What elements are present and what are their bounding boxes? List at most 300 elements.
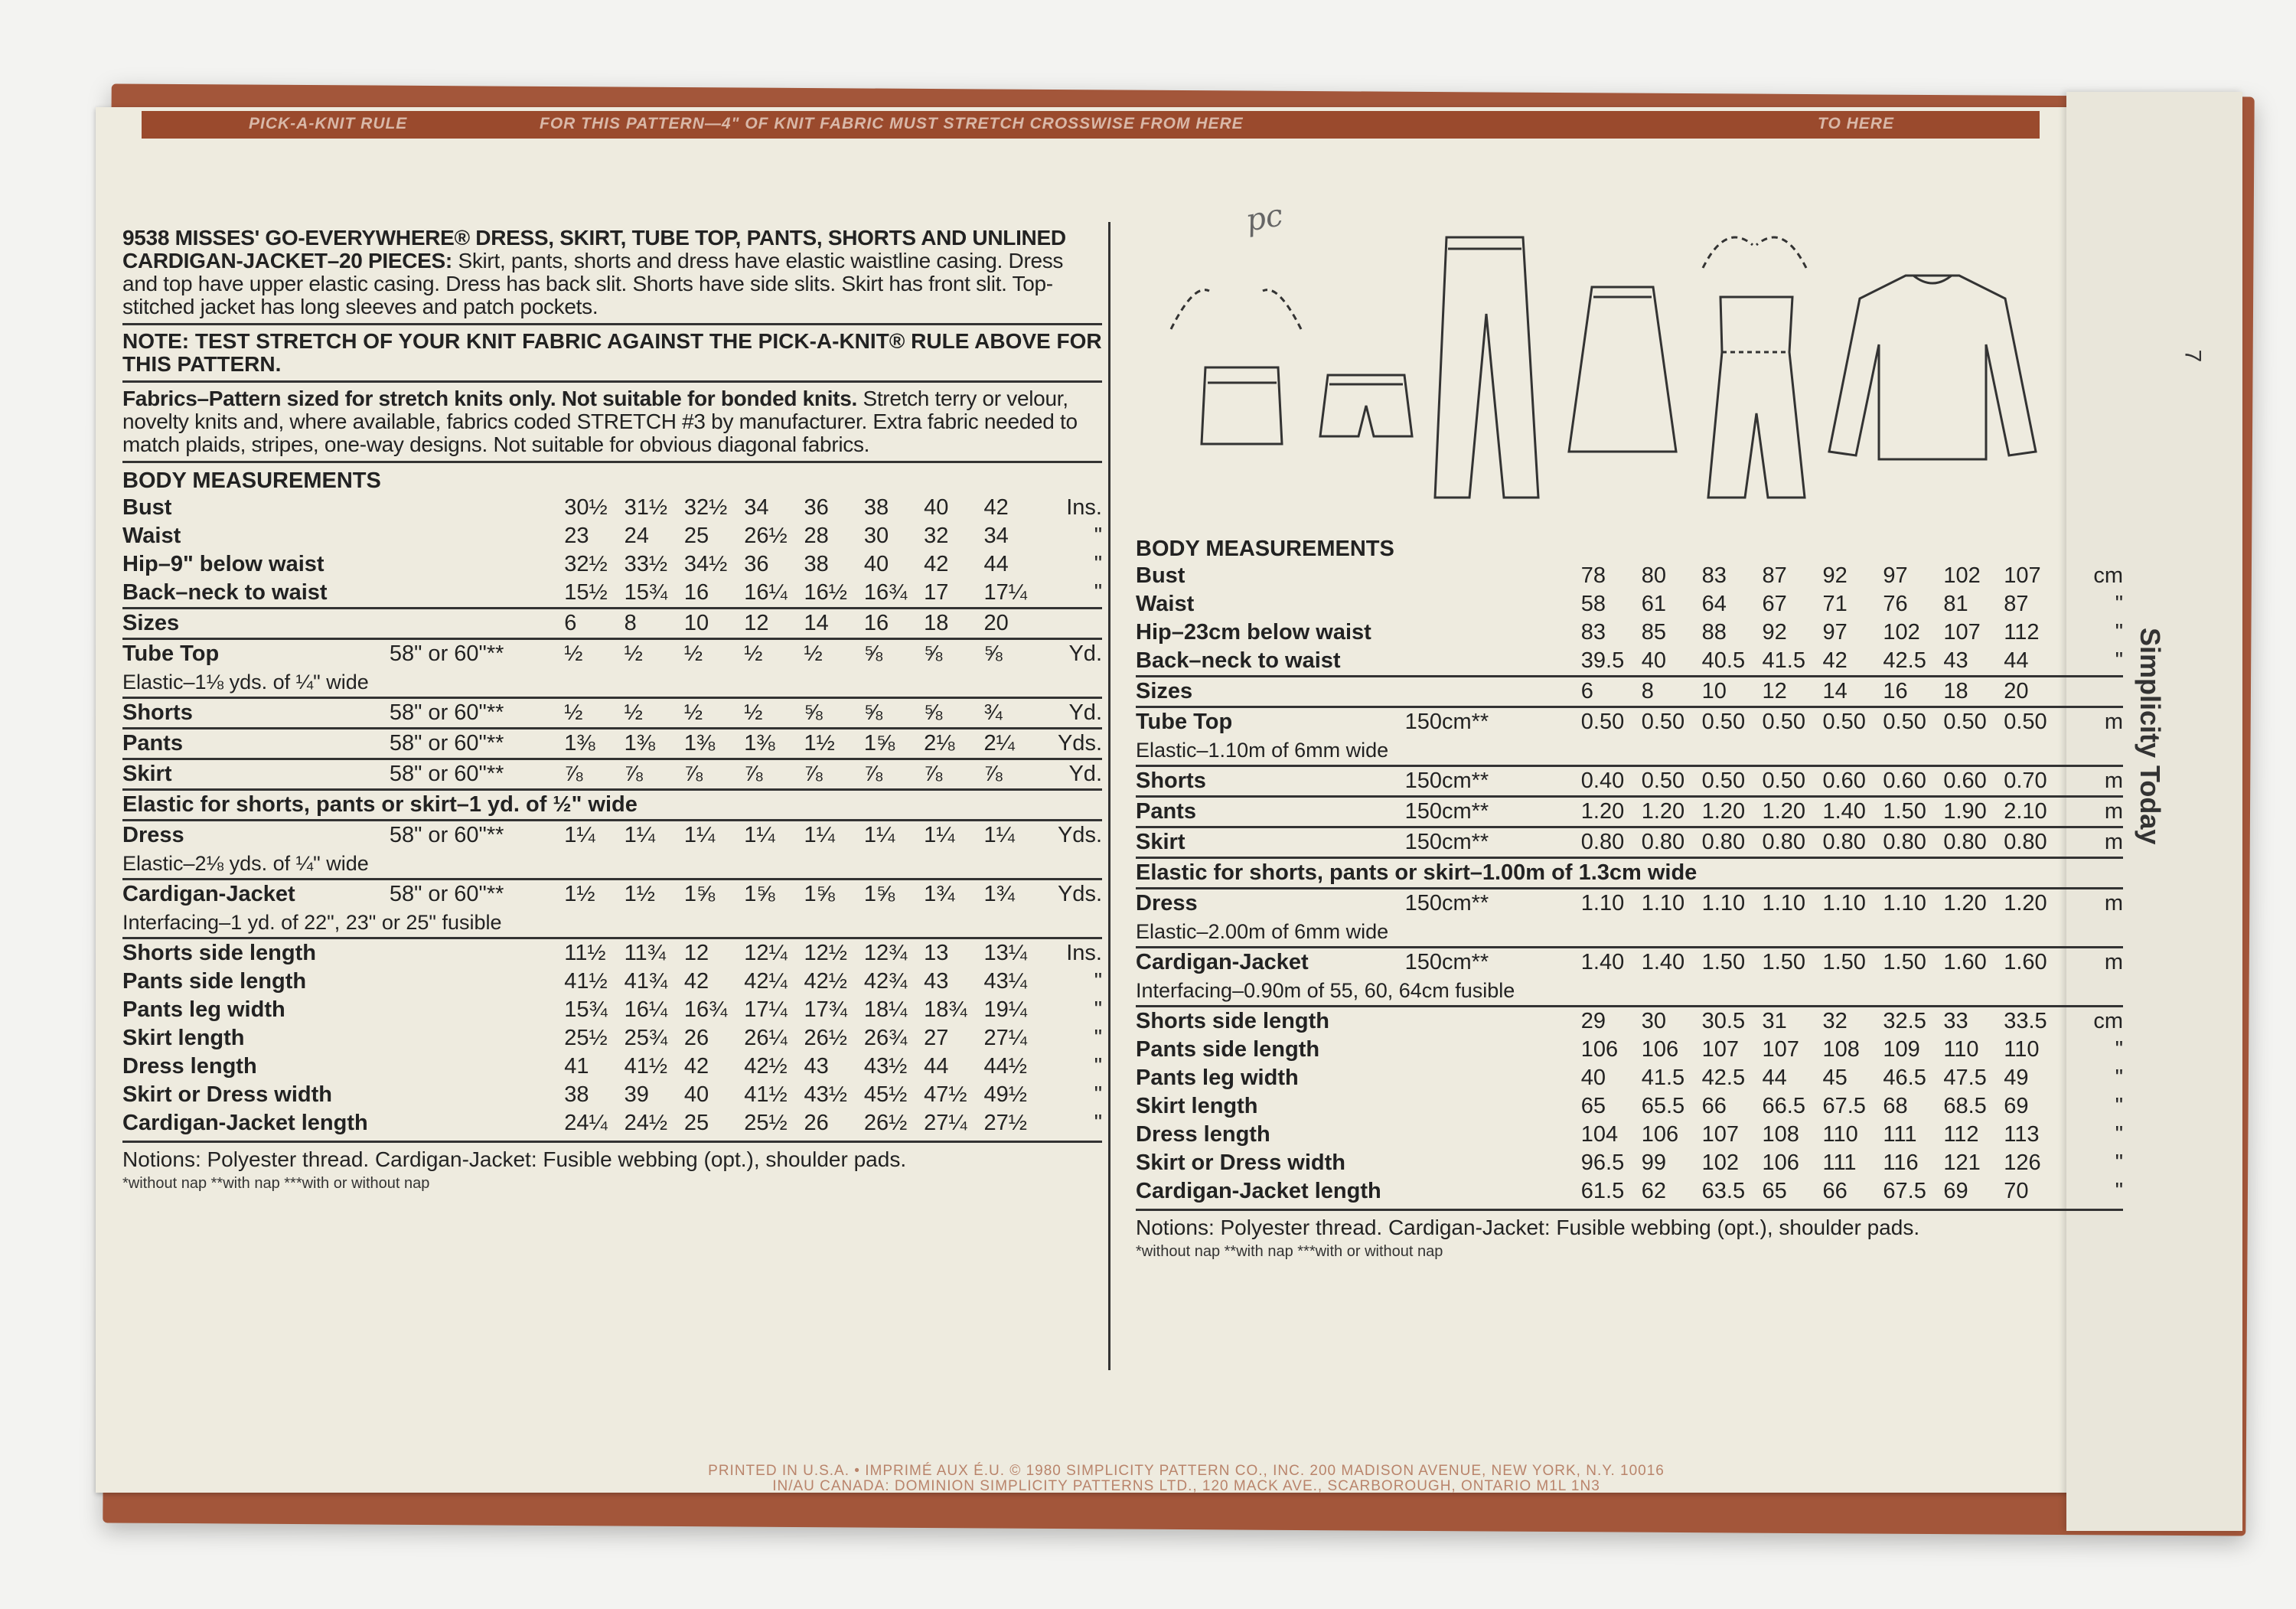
size-value: 1.60 <box>2004 948 2064 977</box>
size-value: 18¼ <box>863 997 908 1022</box>
size-value: 1.60 <box>1943 948 2004 977</box>
size-value: ⅝ <box>924 639 983 669</box>
size-value: 47½ <box>924 1082 967 1107</box>
row-label: Bust <box>122 495 172 520</box>
table-row <box>1136 1149 2123 1177</box>
unit: Yd. <box>1044 639 1102 669</box>
size-value: 26½ <box>804 1026 847 1050</box>
unit: m <box>2064 889 2123 919</box>
table-row <box>1136 1092 2123 1121</box>
notions-text: Notions: Polyester thread. Cardigan-Jacket: Fusible webbing (opt.), shoulder pads. <box>1136 1209 2123 1242</box>
size-number: 16 <box>864 609 924 639</box>
size-value: 81 <box>1943 592 1968 616</box>
size-number: 16 <box>1883 677 1943 707</box>
size-value: 36 <box>804 495 829 520</box>
size-value: 0.50 <box>1883 707 1943 737</box>
size-value: 41½ <box>744 1082 788 1107</box>
size-value: 49 <box>2004 1066 2029 1090</box>
row-label: Dress length <box>122 1054 257 1079</box>
size-value: 42½ <box>804 969 847 994</box>
table-row <box>1136 827 2123 858</box>
size-value: 106 <box>1762 1150 1799 1175</box>
fabric-width <box>1405 647 1581 677</box>
size-value: 25¾ <box>624 1026 668 1050</box>
size-value: ½ <box>744 698 804 729</box>
size-value: ⅞ <box>924 759 983 790</box>
sub-note: Elastic–2.00m of 6mm wide <box>1136 920 1389 943</box>
size-value: 24½ <box>624 1111 668 1135</box>
size-value: 16¾ <box>863 580 908 605</box>
spacer <box>2064 677 2123 707</box>
size-value: 0.80 <box>1822 827 1883 858</box>
elastic-row <box>122 790 1102 821</box>
fabric-width: 58" or 60"** <box>390 729 564 759</box>
table-row <box>122 1053 1102 1081</box>
size-value: ½ <box>684 698 744 729</box>
unit: " <box>2115 1122 2123 1147</box>
page-number: 7 <box>2180 349 2206 363</box>
size-value: 38 <box>564 1082 589 1107</box>
size-value: ½ <box>804 639 864 669</box>
size-value: 66 <box>1822 1179 1848 1203</box>
sub-note: Elastic–2⅛ yds. of ¼" wide <box>122 852 369 875</box>
size-value: 0.80 <box>1702 827 1763 858</box>
size-value: 102 <box>1883 620 1920 645</box>
sizes-label: Sizes <box>122 609 390 639</box>
size-value: 1.50 <box>1822 948 1883 977</box>
size-value: 61.5 <box>1580 1179 1625 1203</box>
size-value: 16 <box>683 580 709 605</box>
size-value: 42 <box>683 969 709 994</box>
unit: " <box>1094 1111 1102 1135</box>
pattern-desc: Skirt, pants, shorts and dress have elastic waistline casing. Dress and top have upper elastic casing. Dress has back slit. Shorts have side slits. Skirt has front slit. Top-stitched jacket has long sleeves and patch pockets. <box>122 249 1064 318</box>
row-label: Pants leg width <box>122 997 285 1022</box>
size-value: 2⅛ <box>924 729 983 759</box>
size-value: 32 <box>924 524 949 548</box>
size-value: 42 <box>683 1054 709 1079</box>
fabric-width <box>1405 618 1581 647</box>
size-value: 1¼ <box>564 821 624 850</box>
unit: Ins. <box>1066 495 1102 520</box>
size-value: 1.40 <box>1642 948 1702 977</box>
row-label: Pants side length <box>122 969 307 994</box>
fabric-width: 58" or 60"** <box>390 880 564 909</box>
size-value: ⅝ <box>983 639 1043 669</box>
table-row <box>1136 590 2123 618</box>
table-row <box>122 729 1102 759</box>
sub-row <box>1136 736 2123 766</box>
size-value: ⅞ <box>983 759 1043 790</box>
size-value: 26¼ <box>744 1026 788 1050</box>
size-value: 1⅜ <box>684 729 744 759</box>
table-row <box>122 1024 1102 1053</box>
size-value: 44 <box>2004 648 2029 673</box>
fabric-width <box>1405 562 1581 590</box>
size-value: 66.5 <box>1762 1094 1805 1118</box>
row-label: Cardigan-Jacket <box>122 880 390 909</box>
unit: m <box>2064 797 2123 827</box>
size-value: 40 <box>1580 1066 1606 1090</box>
unit: m <box>2064 948 2123 977</box>
size-value: 0.80 <box>1642 827 1702 858</box>
body-measurements-heading: BODY MEASUREMENTS <box>122 468 381 493</box>
size-value: 1¾ <box>924 880 983 909</box>
size-value: 0.50 <box>1642 766 1702 797</box>
size-value: 1¾ <box>983 880 1043 909</box>
size-value: ½ <box>564 639 624 669</box>
size-value: ⅞ <box>684 759 744 790</box>
size-value: 88 <box>1701 620 1727 645</box>
size-value: 17¼ <box>744 997 788 1022</box>
size-value: ⅞ <box>564 759 624 790</box>
size-value: 67.5 <box>1883 1179 1926 1203</box>
size-value: 12½ <box>804 938 864 968</box>
table-row <box>1136 562 2123 590</box>
fabric-width: 58" or 60"** <box>390 759 564 790</box>
table-row <box>122 522 1102 550</box>
fabric-width <box>390 1109 564 1137</box>
size-value: 106 <box>1641 1037 1679 1062</box>
size-value: 1½ <box>564 880 624 909</box>
size-number: 6 <box>564 609 624 639</box>
table-row <box>1136 1121 2123 1149</box>
size-value: 1¼ <box>864 821 924 850</box>
pattern-description <box>122 227 1102 318</box>
size-value: 32½ <box>683 495 728 520</box>
size-value: 1⅝ <box>804 880 864 909</box>
size-value: 1.20 <box>1943 889 2004 919</box>
row-label: Hip–9" below waist <box>122 552 325 576</box>
column-divider <box>1108 222 1110 1370</box>
size-value: 108 <box>1762 1122 1799 1147</box>
size-value: 33.5 <box>2004 1007 2064 1036</box>
size-value: 12 <box>684 938 744 968</box>
row-label: Hip–23cm below waist <box>1136 620 1371 645</box>
size-value: 26 <box>804 1111 829 1135</box>
fabrics-bold: Fabrics–Pattern sized for stretch knits only. Not suitable for bonded knits. <box>122 387 857 410</box>
size-value: 1⅜ <box>744 729 804 759</box>
sizes-label: Sizes <box>1136 677 1405 707</box>
fabric-width <box>390 522 564 550</box>
body-measurements-heading: BODY MEASUREMENTS <box>1136 537 1394 561</box>
size-value: 62 <box>1641 1179 1666 1203</box>
fabric-width: 150cm** <box>1405 766 1581 797</box>
table-row <box>122 996 1102 1024</box>
size-value: 41½ <box>624 1054 668 1079</box>
size-number: 20 <box>983 609 1043 639</box>
size-value: 30 <box>863 524 889 548</box>
size-value: 41¾ <box>624 969 668 994</box>
table-row <box>122 821 1102 850</box>
size-value: 66 <box>1701 1094 1727 1118</box>
size-value: 15¾ <box>564 997 608 1022</box>
size-value: 16¾ <box>683 997 728 1022</box>
size-value: 1½ <box>625 880 684 909</box>
measurements-table <box>1136 562 2123 1206</box>
size-value: 16½ <box>804 580 847 605</box>
unit: " <box>1094 580 1102 605</box>
size-number: 14 <box>1822 677 1883 707</box>
row-label: Tube Top <box>1136 707 1405 737</box>
size-value: 58 <box>1580 592 1606 616</box>
row-label: Tube Top <box>122 639 390 669</box>
size-value: 1¼ <box>924 821 983 850</box>
size-value: 1.50 <box>1883 797 1943 827</box>
size-value: 63.5 <box>1701 1179 1746 1203</box>
unit: " <box>2115 620 2123 645</box>
spacer <box>1044 609 1102 639</box>
unit: " <box>2115 1066 2123 1090</box>
size-value: 1.10 <box>1822 889 1883 919</box>
spacer <box>390 609 564 639</box>
fabric-width <box>1405 1177 1581 1206</box>
table-row <box>122 938 1102 968</box>
fabric-width <box>390 1053 564 1081</box>
row-label: Shorts <box>1136 766 1405 797</box>
fabric-width <box>390 550 564 579</box>
fabric-width: 150cm** <box>1405 797 1581 827</box>
size-value: 28 <box>804 524 829 548</box>
size-value: 19¼ <box>983 997 1027 1022</box>
sub-note: Elastic–1.10m of 6mm wide <box>1136 739 1389 762</box>
size-value: 92 <box>1822 563 1848 588</box>
imperial-column <box>122 227 1102 1193</box>
size-value: 27¼ <box>983 1026 1027 1050</box>
size-value: 15¾ <box>624 580 668 605</box>
size-value: 30½ <box>564 495 608 520</box>
size-value: 0.80 <box>2004 827 2064 858</box>
size-value: 46.5 <box>1883 1066 1926 1090</box>
size-value: 27¼ <box>924 1111 967 1135</box>
size-value: 26½ <box>863 1111 908 1135</box>
sub-row <box>1136 977 2123 1007</box>
size-value: 43 <box>804 1054 829 1079</box>
unit: " <box>1094 1082 1102 1107</box>
size-value: 1.50 <box>1883 948 1943 977</box>
table-row <box>122 698 1102 729</box>
shorts-illustration <box>1320 375 1412 436</box>
size-value: 39.5 <box>1580 648 1625 673</box>
size-value: 65 <box>1580 1094 1606 1118</box>
size-value: 1.50 <box>1763 948 1823 977</box>
imperial-table <box>122 468 1102 1193</box>
sizes-row <box>1136 677 2123 707</box>
size-value: 1.50 <box>1702 948 1763 977</box>
size-value: 68 <box>1883 1094 1908 1118</box>
fabric-width <box>1405 1064 1581 1092</box>
row-label: Skirt or Dress width <box>1136 1150 1345 1175</box>
size-value: 38 <box>863 495 889 520</box>
table-row <box>1136 1177 2123 1206</box>
size-value: ½ <box>625 698 684 729</box>
size-value: 92 <box>1762 620 1787 645</box>
fabric-width <box>1405 590 1581 618</box>
row-label: Waist <box>1136 592 1195 616</box>
size-value: 102 <box>1943 563 1981 588</box>
unit: m <box>2064 707 2123 737</box>
size-value: 61 <box>1641 592 1666 616</box>
size-value: 67.5 <box>1822 1094 1866 1118</box>
size-value: 83 <box>1701 563 1727 588</box>
size-value: 49½ <box>983 1082 1027 1107</box>
size-number: 8 <box>625 609 684 639</box>
size-value: 70 <box>2004 1179 2029 1203</box>
size-value: 68.5 <box>1943 1094 1987 1118</box>
size-value: 1¼ <box>804 821 864 850</box>
size-value: 26½ <box>744 524 788 548</box>
size-value: 106 <box>1580 1037 1619 1062</box>
size-value: 85 <box>1641 620 1666 645</box>
size-value: 40 <box>1641 648 1666 673</box>
size-value: 102 <box>1701 1150 1740 1175</box>
size-value: 42¾ <box>863 969 908 994</box>
size-value: 26 <box>683 1026 709 1050</box>
size-value: 0.70 <box>2004 766 2064 797</box>
size-value: 1¼ <box>983 821 1043 850</box>
row-label: Cardigan-Jacket length <box>122 1111 368 1135</box>
sub-row <box>122 909 1102 938</box>
unit: " <box>1094 1054 1102 1079</box>
size-value: ¾ <box>983 698 1043 729</box>
size-value: 44½ <box>983 1054 1027 1079</box>
size-value: ⅞ <box>625 759 684 790</box>
size-value: 0.80 <box>1883 827 1943 858</box>
elastic-note: Elastic for shorts, pants or skirt–1.00m of 1.3cm wide <box>1136 858 2123 889</box>
size-value: 27 <box>924 1026 949 1050</box>
row-label: Waist <box>122 524 181 548</box>
size-value: 12¼ <box>744 938 804 968</box>
size-value: 0.80 <box>1581 827 1642 858</box>
size-value: 41.5 <box>1641 1066 1685 1090</box>
size-value: 42 <box>924 552 949 576</box>
size-value: 23 <box>564 524 589 548</box>
size-value: 42¼ <box>744 969 788 994</box>
fabric-width <box>390 968 564 996</box>
unit: " <box>2115 648 2123 673</box>
size-value: 25 <box>683 524 709 548</box>
table-row <box>1136 1036 2123 1064</box>
size-value: 1⅝ <box>864 880 924 909</box>
sub-note: Interfacing–0.90m of 55, 60, 64cm fusible <box>1136 979 1515 1002</box>
unit: " <box>2115 592 2123 616</box>
unit: Ins. <box>1044 938 1102 968</box>
tube-top-illustration <box>1171 290 1301 444</box>
row-label: Dress length <box>1136 1122 1270 1147</box>
size-value: 110 <box>1822 1122 1858 1147</box>
size-value: ⅝ <box>864 698 924 729</box>
size-value: 107 <box>1701 1037 1740 1062</box>
fabric-width <box>1405 1121 1581 1149</box>
row-label: Bust <box>1136 563 1186 588</box>
size-value: 40 <box>863 552 889 576</box>
fabric-width: 58" or 60"** <box>390 639 564 669</box>
spacer <box>1405 677 1581 707</box>
copyright-line: PRINTED IN U.S.A. • IMPRIMÉ AUX É.U. © 1980 SIMPLICITY PATTERN CO., INC. 200 MADISON AVENUE, NEW YORK, N.Y. 10016 <box>708 1463 1665 1479</box>
fabric-width: 58" or 60"** <box>390 698 564 729</box>
size-value: 41 <box>564 1054 589 1079</box>
size-value: 40 <box>924 495 949 520</box>
size-value: 42 <box>983 495 1009 520</box>
unit: m <box>2064 766 2123 797</box>
size-value: 0.50 <box>1763 766 1823 797</box>
size-value: 1.20 <box>1581 797 1642 827</box>
sub-note: Elastic–1⅛ yds. of ¼" wide <box>122 671 369 694</box>
size-value: 65 <box>1762 1179 1787 1203</box>
size-value: 41.5 <box>1762 648 1805 673</box>
size-value: 69 <box>1943 1179 1968 1203</box>
size-value: 87 <box>2004 592 2029 616</box>
size-value: 112 <box>1943 1122 1979 1147</box>
row-label: Pants side length <box>1136 1037 1320 1062</box>
fabric-width <box>390 996 564 1024</box>
size-value: ½ <box>684 639 744 669</box>
size-value: 0.50 <box>1702 766 1763 797</box>
size-value: 0.60 <box>1883 766 1943 797</box>
unit: Yds. <box>1044 880 1102 909</box>
size-number: 12 <box>1763 677 1823 707</box>
size-value: 45½ <box>863 1082 908 1107</box>
size-value: 69 <box>2004 1094 2029 1118</box>
row-label: Cardigan-Jacket <box>1136 948 1405 977</box>
size-value: 13¼ <box>983 938 1043 968</box>
nap-footnote: *without nap **with nap ***with or without nap <box>1136 1243 1443 1260</box>
table-row <box>122 550 1102 579</box>
size-value: 104 <box>1580 1122 1619 1147</box>
size-value: 17 <box>924 580 949 605</box>
table-row <box>122 494 1102 522</box>
row-label: Pants <box>122 729 390 759</box>
unit: " <box>1094 1026 1102 1050</box>
size-value: 1.40 <box>1822 797 1883 827</box>
table-row <box>1136 797 2123 827</box>
size-value: 97 <box>1822 620 1848 645</box>
table-row <box>1136 647 2123 677</box>
size-value: 13 <box>924 938 983 968</box>
row-label: Shorts side length <box>122 938 390 968</box>
row-label: Cardigan-Jacket length <box>1136 1179 1381 1203</box>
unit: " <box>2115 1094 2123 1118</box>
size-value: 111 <box>1822 1150 1857 1175</box>
size-value: 27½ <box>983 1111 1027 1135</box>
sub-row <box>122 668 1102 698</box>
table-row <box>1136 1007 2123 1036</box>
unit: " <box>2115 1150 2123 1175</box>
band-right-label: TO HERE <box>1818 115 1894 132</box>
table-row <box>1136 889 2123 919</box>
size-value: 108 <box>1822 1037 1860 1062</box>
size-value: ⅞ <box>804 759 864 790</box>
size-value: 80 <box>1641 563 1666 588</box>
size-value: 34 <box>744 495 769 520</box>
fabric-width <box>1405 1092 1581 1121</box>
unit: cm <box>2064 1007 2123 1036</box>
size-value: 107 <box>1943 620 1981 645</box>
fabric-width: 150cm** <box>1405 889 1581 919</box>
size-value: 0.50 <box>1702 707 1763 737</box>
fabric-width <box>1405 1036 1581 1064</box>
sub-row <box>1136 918 2123 948</box>
size-value: 0.50 <box>1943 707 2004 737</box>
unit: Yd. <box>1044 698 1102 729</box>
size-value: ½ <box>744 639 804 669</box>
notions-text: Notions: Polyester thread. Cardigan-Jacket: Fusible webbing (opt.), shoulder pads. <box>122 1141 1102 1173</box>
size-value: 1⅜ <box>625 729 684 759</box>
sizes-row <box>122 609 1102 639</box>
size-value: 42.5 <box>1701 1066 1746 1090</box>
size-value: 0.50 <box>1763 707 1823 737</box>
size-value: 44 <box>924 1054 949 1079</box>
size-value: 11½ <box>564 938 624 968</box>
